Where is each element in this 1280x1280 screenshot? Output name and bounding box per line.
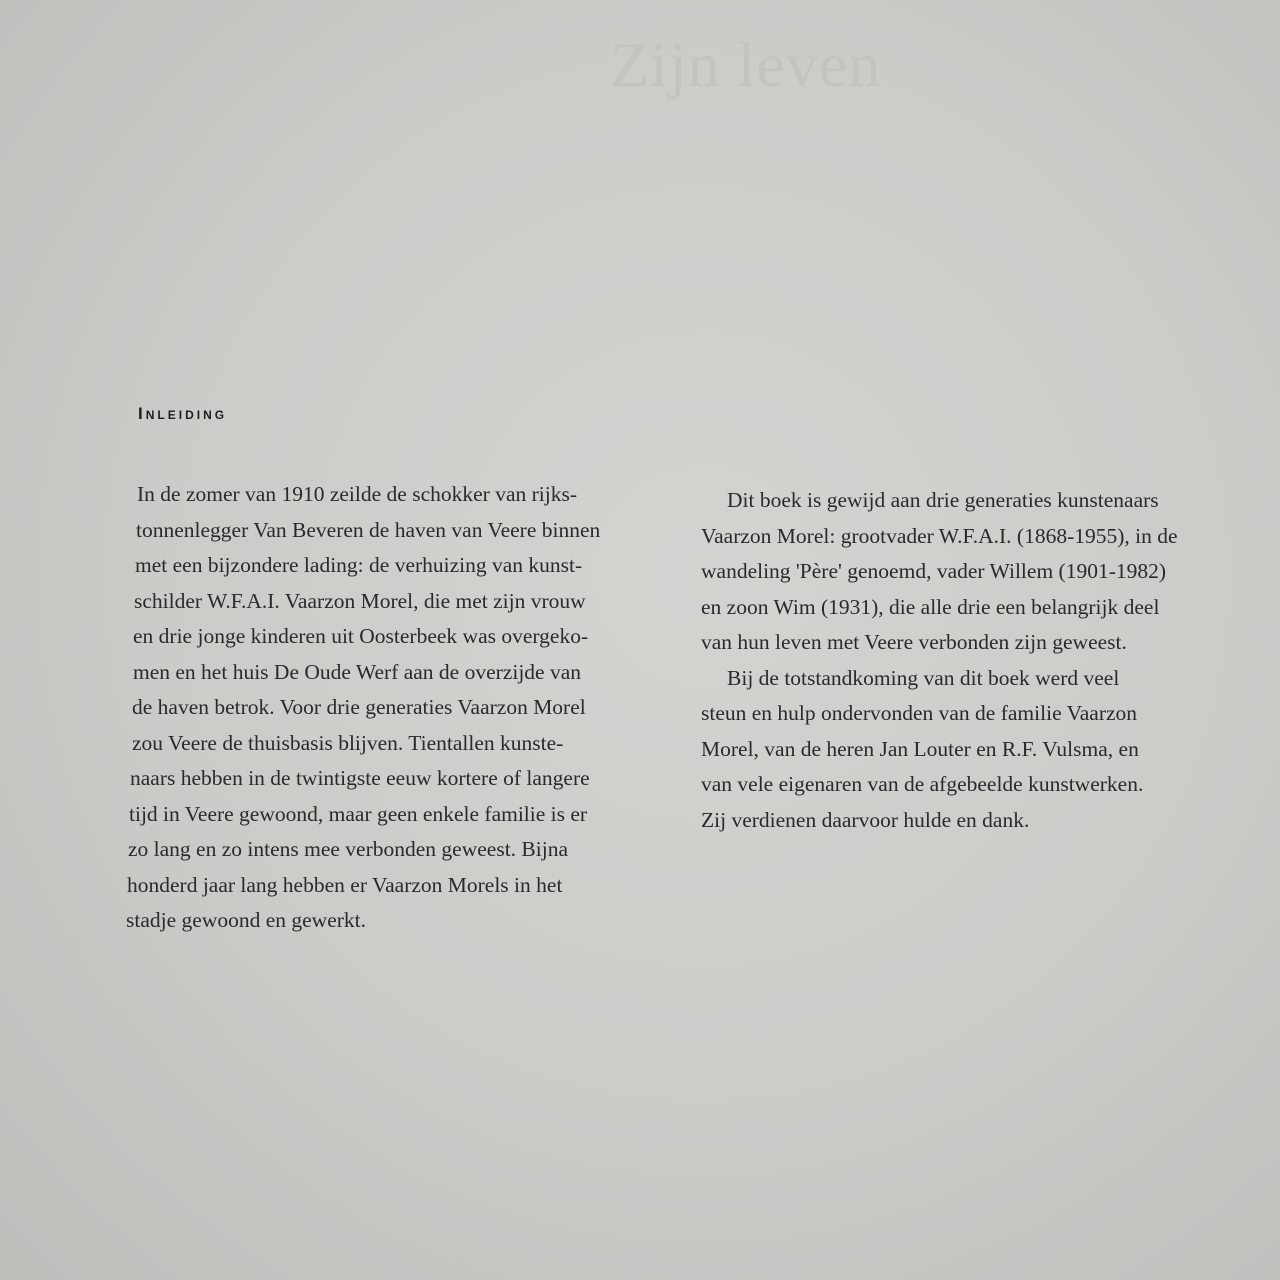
text-line: Vaarzon Morel: grootvader W.F.A.I. (1868-1955), in de	[701, 523, 1178, 548]
text-line: wandeling 'Père' genoemd, vader Willem (1901-1982)	[701, 559, 1167, 583]
text-line: en zoon Wim (1931), die alle drie een belangrijk deel	[701, 594, 1160, 619]
text-line: tonnenlegger Van Beveren de haven van Veere binnen	[136, 517, 601, 542]
text-line: men en het huis De Oude Werf aan de overzijde van	[133, 659, 582, 684]
text-line: In de zomer van 1910 zeilde de schokker van rijks-	[137, 482, 577, 506]
section-heading: Inleiding	[138, 404, 228, 423]
text-line: Dit boek is gewijd aan drie generaties kunstenaars	[727, 488, 1159, 512]
text-line: zo lang en zo intens mee verbonden geweest. Bijna	[128, 837, 569, 861]
right-text-column	[701, 483, 1241, 838]
text-line: steun en hulp ondervonden van de familie Vaarzon	[701, 701, 1138, 725]
text-line: en drie jonge kinderen uit Oosterbeek was overgeko-	[133, 624, 589, 648]
left-text-column	[126, 477, 672, 939]
text-line: met een bijzondere lading: de verhuizing van kunst-	[135, 553, 583, 577]
text-line: honderd jaar lang hebben er Vaarzon Morels in het	[127, 872, 563, 897]
text-line: van vele eigenaren van de afgebeelde kunstwerken.	[701, 772, 1144, 796]
text-line: Bij de totstandkoming van dit boek werd veel	[727, 665, 1120, 690]
text-line: tijd in Veere gewoond, maar geen enkele familie is er	[129, 801, 588, 826]
text-line: Morel, van de heren Jan Louter en R.F. Vulsma, en	[701, 736, 1139, 761]
text-line: schilder W.F.A.I. Vaarzon Morel, die met zijn vrouw	[134, 588, 586, 613]
text-line: de haven betrok. Voor drie generaties Vaarzon Morel	[132, 695, 586, 719]
text-line: Zij verdienen daarvoor hulde en dank.	[701, 807, 1030, 832]
bleed-through-title: Zijn leven	[610, 29, 882, 100]
text-line: van hun leven met Veere verbonden zijn geweest.	[701, 630, 1127, 654]
text-line: naars hebben in de twintigste eeuw kortere of langere	[130, 766, 590, 790]
text-line: zou Veere de thuisbasis blijven. Tientallen kunste-	[132, 730, 564, 755]
text-line: stadje gewoond en gewerkt.	[126, 908, 367, 932]
